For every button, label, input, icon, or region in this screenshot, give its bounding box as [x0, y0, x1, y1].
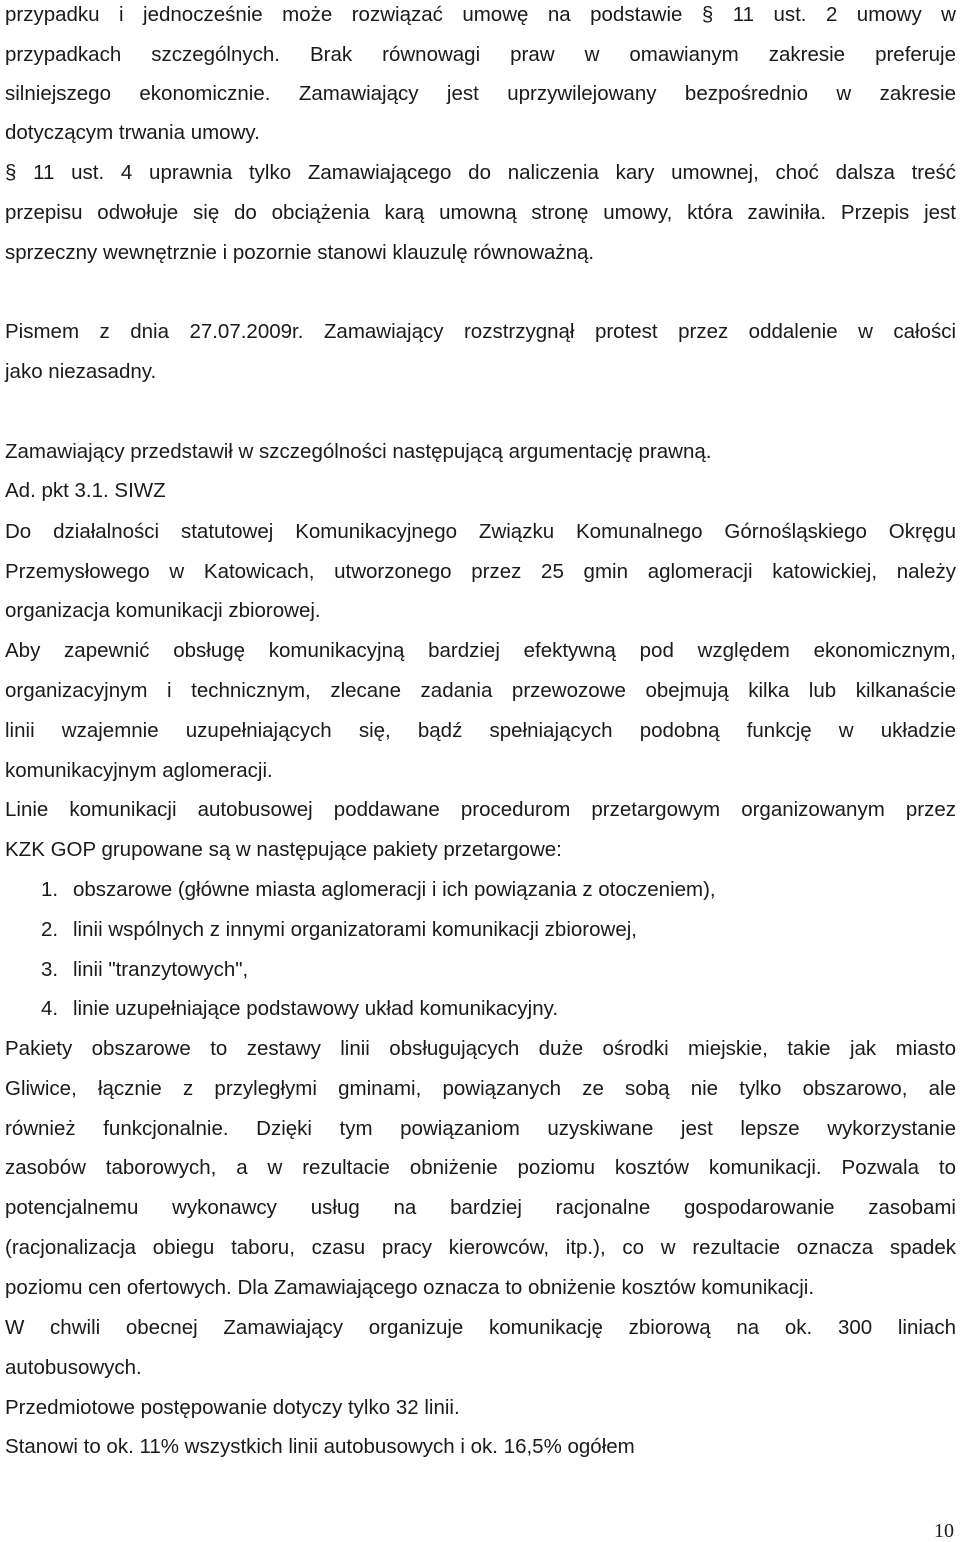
- list-item-text: obszarowe (główne miasta aglomeracji i ich powiązania z otoczeniem),: [73, 878, 716, 901]
- text-line: przypadkach szczególnych. Brak równowagi praw w omawianym zakresie preferuje: [5, 43, 956, 66]
- text-line: Linie komunikacji autobusowej poddawane procedurom przetargowym organizowanym przez: [5, 798, 956, 821]
- text-line: organizacyjnym i technicznym, zlecane zadania przewozowe obejmują kilka lub kilkanaście: [5, 679, 956, 702]
- text-line: (racjonalizacja obiegu taboru, czasu pracy kierowców, itp.), co w rezultacie oznacza spadek: [5, 1236, 956, 1259]
- text-line: autobusowych.: [5, 1356, 142, 1379]
- text-line: przepisu odwołuje się do obciążenia karą umowną stronę umowy, która zawiniła. Przepis jest: [5, 201, 956, 224]
- text-line: poziomu cen ofertowych. Dla Zamawiającego oznacza to obniżenie kosztów komunikacji.: [5, 1276, 815, 1299]
- list-item-number: 1.: [41, 878, 59, 901]
- text-line: linii wzajemnie uzupełniających się, bądź spełniających podobną funkcję w układzie: [5, 719, 956, 742]
- text-line: Przedmiotowe postępowanie dotyczy tylko 32 linii.: [5, 1396, 460, 1419]
- text-line: Przemysłowego w Katowicach, utworzonego przez 25 gmin aglomeracji katowickiej, należy: [5, 560, 956, 583]
- text-line: Pakiety obszarowe to zestawy linii obsługujących duże ośrodki miejskie, takie jak miasto: [5, 1037, 956, 1060]
- text-line: potencjalnemu wykonawcy usług na bardziej racjonalne gospodarowanie zasobami: [5, 1196, 956, 1219]
- text-line: silniejszego ekonomicznie. Zamawiający jest uprzywilejowany bezpośrednio w zakresie: [5, 82, 956, 105]
- text-line: Gliwice, łącznie z przyległymi gminami, powiązanych ze sobą nie tylko obszarowo, ale: [5, 1077, 956, 1100]
- text-line: również funkcjonalnie. Dzięki tym powiązaniom uzyskiwane jest lepsze wykorzystanie: [5, 1117, 956, 1140]
- text-line: § 11 ust. 4 uprawnia tylko Zamawiającego do naliczenia kary umownej, choć dalsza treść: [5, 161, 956, 184]
- list-item: [41, 996, 941, 1022]
- page-number: 10: [934, 1520, 954, 1542]
- text-line: W chwili obecnej Zamawiający organizuje komunikację zbiorową na ok. 300 liniach: [5, 1316, 956, 1339]
- list-item-number: 2.: [41, 918, 59, 941]
- text-line: Do działalności statutowej Komunikacyjnego Związku Komunalnego Górnośląskiego Okręgu: [5, 520, 956, 543]
- list-item-text: linii wspólnych z innymi organizatorami komunikacji zbiorowej,: [73, 918, 637, 941]
- text-line: dotyczącym trwania umowy.: [5, 121, 260, 144]
- list-item-number: 4.: [41, 997, 59, 1020]
- text-line: przypadku i jednocześnie może rozwiązać umowę na podstawie § 11 ust. 2 umowy w: [5, 3, 956, 26]
- text-line: jako niezasadny.: [5, 360, 157, 383]
- list-item: [41, 877, 941, 903]
- list-item-text: linii "tranzytowych",: [73, 958, 249, 981]
- text-line: Aby zapewnić obsługę komunikacyjną bardziej efektywną pod względem ekonomicznym,: [5, 639, 956, 662]
- text-line: Zamawiający przedstawił w szczególności następującą argumentację prawną.: [5, 440, 712, 463]
- text-line: komunikacyjnym aglomeracji.: [5, 759, 273, 782]
- list-item-number: 3.: [41, 958, 59, 981]
- text-line: Stanowi to ok. 11% wszystkich linii autobusowych i ok. 16,5% ogółem: [5, 1435, 635, 1458]
- text-line: zasobów taborowych, a w rezultacie obniżenie poziomu kosztów komunikacji. Pozwala to: [5, 1156, 956, 1179]
- list-item-text: linie uzupełniające podstawowy układ komunikacyjny.: [73, 997, 559, 1020]
- text-line: sprzeczny wewnętrznie i pozornie stanowi klauzulę równoważną.: [5, 241, 595, 264]
- list-item: [41, 957, 941, 983]
- text-line: KZK GOP grupowane są w następujące pakiety przetargowe:: [5, 838, 562, 861]
- text-line: Ad. pkt 3.1. SIWZ: [5, 479, 166, 502]
- text-line: Pismem z dnia 27.07.2009r. Zamawiający rozstrzygnął protest przez oddalenie w całości: [5, 320, 956, 343]
- text-line: organizacja komunikacji zbiorowej.: [5, 599, 321, 622]
- list-item: [41, 917, 941, 943]
